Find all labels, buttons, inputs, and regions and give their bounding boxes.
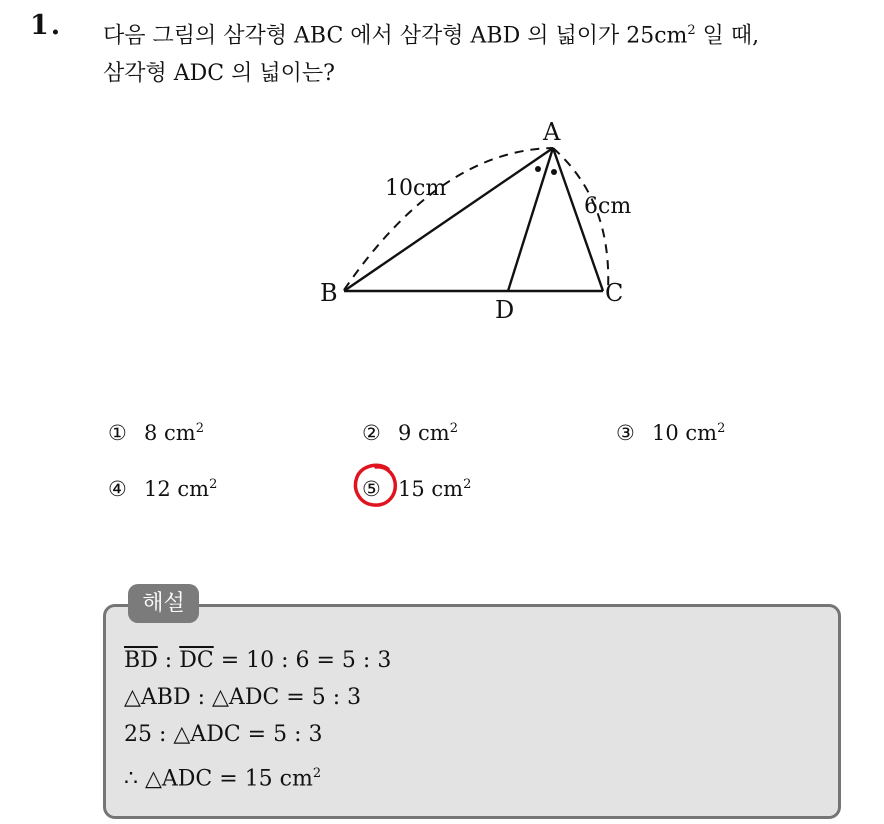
choice-1[interactable]: ① 8 $cm^2$	[108, 414, 204, 444]
vertex-c-label: C	[605, 279, 624, 307]
solution-line-1: $\overline{BD}$ : $\overline{DC} = 10$ : 6 = 5 : 3	[124, 648, 392, 673]
choice-4-value: 12 cm	[144, 477, 210, 501]
angle-mark-1	[535, 166, 541, 172]
choice-2-value: 9 cm	[398, 421, 450, 445]
solution-line-3: 25 : △ADC = 5 : 3	[124, 722, 323, 747]
question-line-2: 삼각형 ADC 의 넓이는?	[103, 61, 335, 87]
vertex-d-label: D	[495, 296, 515, 324]
angle-mark-2	[551, 169, 557, 175]
choice-5[interactable]: ⑤ 15 $cm^2$	[362, 470, 471, 500]
question-number: 1.	[30, 10, 63, 41]
solution-line-2: △ABD : △ADC = 5 : 3	[124, 685, 362, 710]
triangle-figure	[0, 0, 884, 400]
choice-4[interactable]: ④ 12 $cm^2$	[108, 470, 217, 500]
choice-5-value: 15 cm	[398, 477, 464, 501]
choice-3-number: ③	[616, 421, 635, 445]
choice-4-number: ④	[108, 477, 127, 501]
choice-1-value: 8 cm	[144, 421, 196, 445]
side-ac	[553, 148, 603, 291]
choice-3-value: 10 cm	[652, 421, 718, 445]
answer-circle-mark	[352, 460, 402, 510]
length-ab-label: 10cm	[385, 176, 447, 201]
segment-ad	[508, 148, 553, 291]
length-ac-label: 6cm	[584, 194, 632, 219]
choice-2[interactable]: ② 9 $cm^2$	[362, 414, 458, 444]
choice-1-number: ①	[108, 421, 127, 445]
choice-5-number: ⑤	[362, 477, 381, 501]
solution-tag: 해설	[128, 584, 199, 623]
question-line-1: 다음 그림의 삼각형 ABC 에서 삼각형 ABD 의 넓이가 $25cm^2$ 일 때,	[103, 23, 760, 49]
choice-3[interactable]: ③ 10 $cm^2$	[616, 414, 725, 444]
vertex-b-label: B	[320, 279, 338, 307]
solution-line-4: ∴ △ADC = 15 $cm^2$	[124, 766, 322, 792]
side-ab	[344, 148, 553, 291]
choice-2-number: ②	[362, 421, 381, 445]
vertex-a-label: A	[543, 118, 561, 146]
